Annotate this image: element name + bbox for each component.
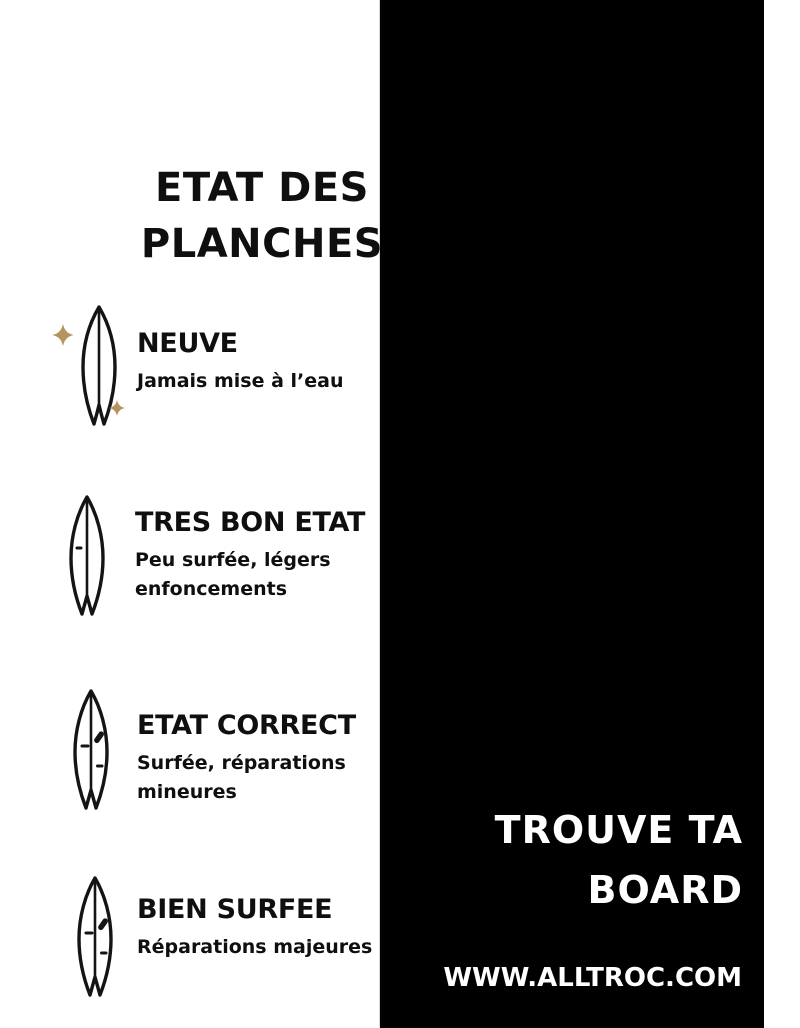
page-title-line2: PLANCHES [140,221,384,267]
condition-description: Réparations majeures [137,936,373,958]
sparkle-icon [53,324,74,346]
surfboard-repairs-icon [70,688,112,813]
tagline-line2: BOARD [587,868,743,912]
condition-title: BIEN SURFEE [137,894,333,925]
condition-item-etat-correct [70,688,400,818]
condition-item-bien-surfee [74,875,404,1005]
surfboard-small-ding-icon [66,494,108,619]
condition-text [137,328,343,396]
tagline-line1: TROUVE TA [494,808,743,852]
condition-description: Jamais mise à l’eau [137,370,344,392]
page-title [112,160,412,272]
tagline [423,800,743,920]
condition-description: Surfée, réparations mineures [137,752,346,803]
condition-text [137,894,372,962]
surfboard-new-sparkles-icon [50,303,125,430]
surfboard-repairs-icon [74,875,116,1000]
condition-item-tres-bon-etat [66,494,396,624]
condition-description: Peu surfée, légers enfoncements [135,549,331,600]
condition-title: ETAT CORRECT [137,710,356,741]
condition-title: NEUVE [137,328,238,359]
website-url: WWW.ALLTROC.COM [443,963,742,993]
condition-title: TRES BON ETAT [135,507,366,538]
page-title-line1: ETAT DES [155,165,369,211]
condition-text [137,710,356,807]
condition-text [135,507,365,604]
condition-item-neuve [50,303,380,435]
